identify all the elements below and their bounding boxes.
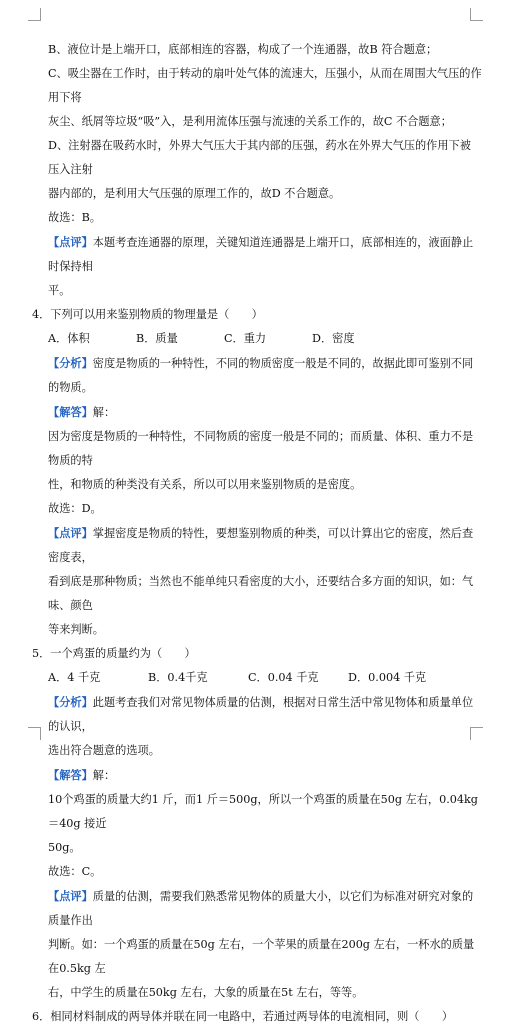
page-corner-mark-top-right [470,8,483,21]
document-body [32,38,482,1029]
q5-option-b: B．0.4千克 [148,671,208,684]
q5-option-a: A．4 千克 [48,671,101,684]
q5-analysis-line1 [32,690,482,739]
q4-solution-lead: 解： [92,406,116,419]
q4-solution-header [32,400,482,425]
analysis-tag: 【分析】 [48,356,93,370]
q5-analysis-line2: 选出符合题意的选项。 [48,744,160,757]
page-corner-mark-top-left [28,8,41,21]
q4-option-c: C．重力 [224,332,267,345]
q5-solution-lead: 解： [92,769,116,782]
comment-tag: 【点评】 [48,889,93,903]
q3-option-d-explanation-line2: 器内部的，是利用大气压强的原理工作的，故D 不合题意。 [48,187,341,200]
q4-option-a: A．体积 [48,332,90,345]
comment-tag: 【点评】 [48,235,93,249]
q5-solution-header [32,763,482,788]
q5-comment-text: 质量的估测，需要我们熟悉常见物体的质量大小，以它们为标准对研究对象的质量作出 [48,890,474,927]
q5-analysis-text: 此题考查我们对常见物体质量的估测，根据对日常生活中常见物体和质量单位的认识， [48,696,474,733]
q5-options [32,666,482,690]
q4-comment-line3: 等来判断。 [48,623,104,636]
q5-question: 5．一个鸡蛋的质量约为（ ） [32,647,196,660]
q3-comment-line2: 平。 [48,284,71,297]
q3-comment-line1 [32,230,482,279]
q5-solution-line2: 50g。 [48,841,81,854]
q3-option-c-explanation-line1: C、吸尘器在工作时，由于转动的扇叶处气体的流速大，压强小，从而在周围大气压的作用下将 [48,67,482,104]
q5-option-d: D．0.004 千克 [348,671,427,684]
q4-comment-line2: 看到底是那种物质；当然也不能单纯只看密度的大小，还要结合多方面的知识，如：气味、颜色 [48,575,474,612]
q5-comment-line3: 右，中学生的质量在50kg 左右，大象的质量在5t 左右，等等。 [48,986,364,999]
q4-comment-line1 [32,521,482,570]
q4-option-d: D．密度 [312,332,355,345]
q3-answer: 故选：B。 [48,211,101,224]
q4-analysis [32,351,482,400]
q5-comment-line1 [32,884,482,933]
q4-analysis-text: 密度是物质的一种特性，不同的物质密度一般是不同的，故据此即可鉴别不同的物质。 [48,357,474,394]
q3-comment-text: 本题考查连通器的原理，关键知道连通器是上端开口，底部相连的，液面静止时保持相 [48,236,474,273]
q3-option-b-explanation: B、液位计是上端开口，底部相连的容器，构成了一个连通器，故B 符合题意； [48,43,438,56]
q4-comment-text: 掌握密度是物质的特性，要想鉴别物质的种类，可以计算出它的密度，然后查密度表， [48,527,474,564]
q3-option-d-explanation-line1: D、注射器在吸药水时，外界大气压大于其内部的压强，药水在外界大气压的作用下被压入注射 [48,139,471,176]
q4-answer: 故选：D。 [48,502,102,515]
comment-tag: 【点评】 [48,526,93,540]
q3-option-c-explanation-line2: 灰尘、纸屑等垃圾“吸”入，是利用流体压强与流速的关系工作的，故C 不合题意； [48,115,452,128]
q5-option-c: C．0.04 千克 [248,671,319,684]
q5-comment-line2: 判断。如：一个鸡蛋的质量在50g 左右，一个苹果的质量在200g 左右，一杯水的质量在0.5kg 左 [48,938,475,975]
q4-option-b: B．质量 [136,332,178,345]
q6-question: 6．相同材料制成的两导体并联在同一电路中，若通过两导体的电流相同，则（ ） [32,1010,454,1023]
q4-solution-line2: 性，和物质的种类没有关系，所以可以用来鉴别物质的是密度。 [48,478,362,491]
q4-solution-line1: 因为密度是物质的一种特性，不同物质的密度一般是不同的；而质量、体积、重力不是物质的特 [48,430,474,467]
q4-options [32,327,482,351]
q5-solution-line1: 10个鸡蛋的质量大约1 斤，而1 斤＝500g，所以一个鸡蛋的质量在50g 左右，0.04kg＝40g 接近 [48,793,478,830]
q5-answer: 故选：C。 [48,865,102,878]
q4-question: 4．下列可以用来鉴别物质的物理量是（ ） [32,308,263,321]
analysis-tag: 【分析】 [48,695,93,709]
solution-tag: 【解答】 [48,768,93,782]
solution-tag: 【解答】 [48,405,93,419]
